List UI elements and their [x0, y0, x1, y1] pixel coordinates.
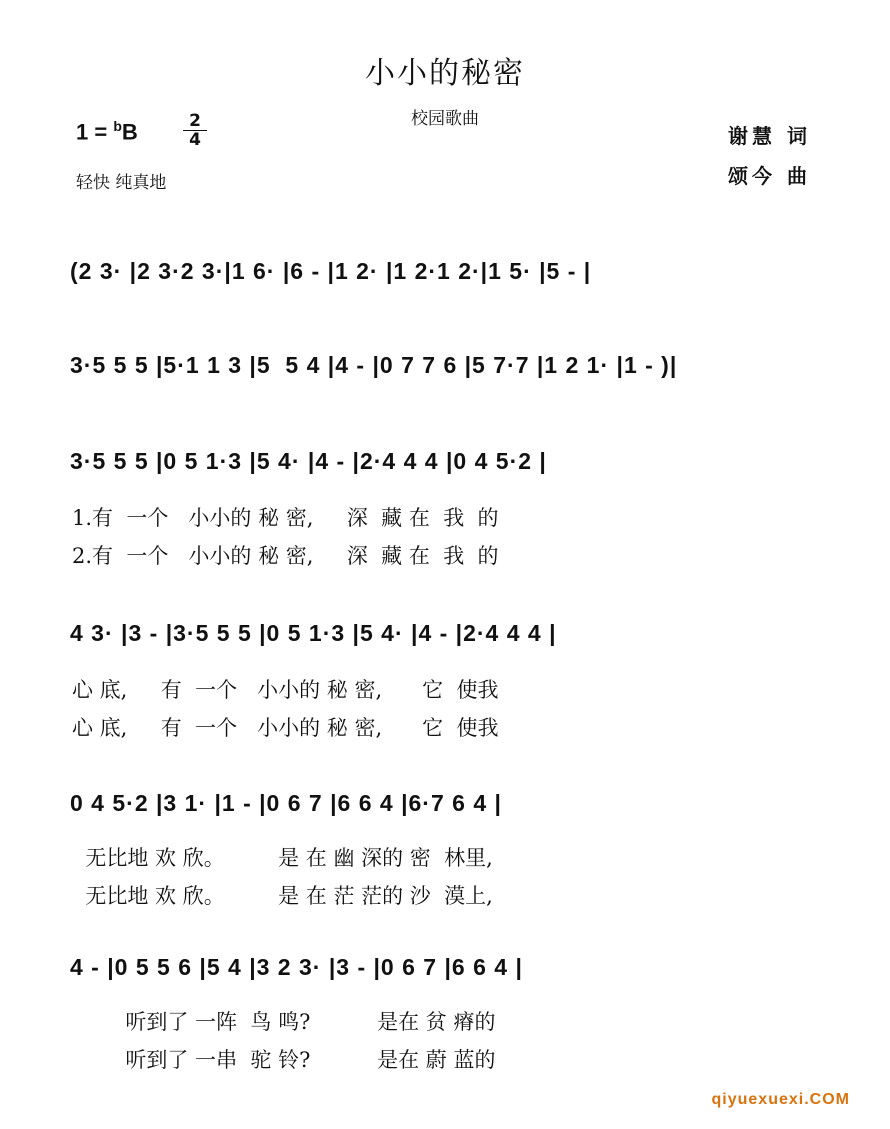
- lyric-row-3-verse-1: 1.有 一个 小小的 秘 密, 深 藏 在 我 的: [72, 506, 499, 530]
- meter-top: 2: [189, 111, 201, 131]
- tempo-marking: 轻快 纯真地: [76, 173, 167, 193]
- score-row-6: 4 - |0 5 5 6 |5 4 |3 2 3· |3 - |0 6 7 |6 6 4 |: [70, 954, 523, 980]
- score-row-4: 4 3· |3 - |3·5 5 5 |0 5 1·3 |5 4· |4 - |2·4 4 4 |: [70, 620, 557, 646]
- flat-sign: b: [113, 118, 122, 134]
- lyricist-credit: 谢慧 词: [728, 124, 811, 148]
- key-prefix: 1 =: [76, 119, 114, 145]
- song-genre: 校园歌曲: [411, 109, 479, 129]
- key-letter: B: [121, 119, 138, 145]
- lyric-row-5-verse-2: 无比地 欢 欣。 是 在 茫 茫的 沙 漠上,: [72, 884, 493, 908]
- lyric-row-4-verse-1: 心 底, 有 一个 小小的 秘 密, 它 使我: [72, 678, 499, 702]
- meter-bottom: 4: [183, 130, 207, 149]
- score-row-3: 3·5 5 5 |0 5 1·3 |5 4· |4 - |2·4 4 4 |0 4 5·2 |: [70, 448, 547, 474]
- lyric-row-4-verse-2: 心 底, 有 一个 小小的 秘 密, 它 使我: [72, 716, 499, 740]
- score-row-1: (2 3· |2 3·2 3·|1 6· |6 - |1 2· |1 2·1 2·|1 5· |5 - |: [70, 258, 592, 284]
- score-row-5: 0 4 5·2 |3 1· |1 - |0 6 7 |6 6 4 |6·7 6 4 |: [70, 790, 502, 816]
- composer-credit: 颂今 曲: [728, 164, 811, 188]
- key-signature: [76, 118, 138, 145]
- site-watermark: qiyuexuexi.COM: [711, 1091, 850, 1108]
- lyric-row-6-verse-1: 听到了 一阵 鸟 鸣? 是在 贫 瘠的: [72, 1010, 496, 1034]
- song-title: 小小的秘密: [365, 56, 525, 91]
- lyric-row-3-verse-2: 2.有 一个 小小的 秘 密, 深 藏 在 我 的: [72, 544, 499, 568]
- lyric-row-6-verse-2: 听到了 一串 驼 铃? 是在 蔚 蓝的: [72, 1048, 496, 1072]
- time-signature: [183, 112, 207, 149]
- lyric-row-5-verse-1: 无比地 欢 欣。 是 在 幽 深的 密 林里,: [72, 846, 493, 870]
- score-row-2: 3·5 5 5 |5·1 1 3 |5 5 4 |4 - |0 7 7 6 |5 7·7 |1 2 1· |1 - )|: [70, 352, 678, 378]
